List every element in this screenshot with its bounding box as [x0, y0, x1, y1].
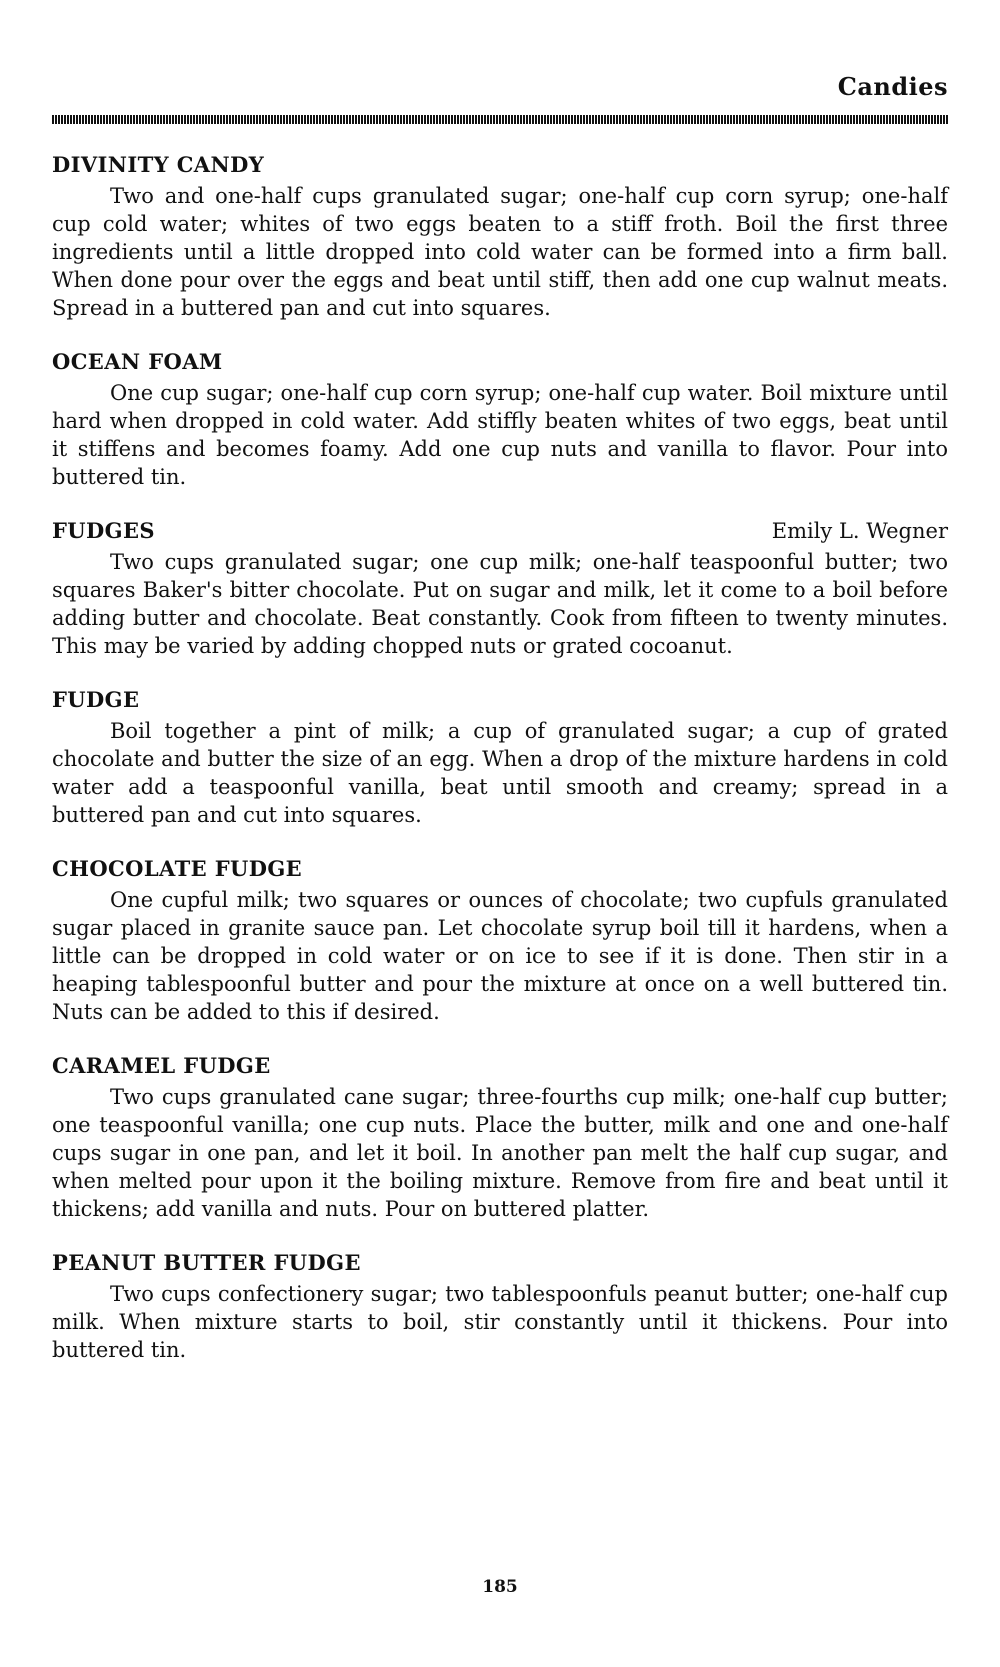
recipe-title: FUDGE [52, 687, 140, 712]
recipe-title-row [52, 349, 948, 379]
page-header [52, 72, 948, 102]
recipe-title: CHOCOLATE FUDGE [52, 856, 303, 881]
recipe-title: DIVINITY CANDY [52, 152, 265, 177]
recipe-caramel-fudge [52, 1053, 948, 1223]
recipe-fudges [52, 518, 948, 660]
recipe-divinity-candy [52, 152, 948, 322]
recipe-list [52, 152, 948, 1391]
recipe-author: Emily L. Wegner [771, 519, 948, 543]
recipe-fudge [52, 687, 948, 829]
recipe-body: Boil together a pint of milk; a cup of granulated sugar; a cup of grated chocolate and butter the size of an egg. When a drop of the mixture hardens in cold water add a teaspoonful vanilla, beat until smooth and creamy; spread in a buttered pan and cut into squares. [52, 719, 948, 827]
recipe-body: One cupful milk; two squares or ounces of chocolate; two cupfuls granulated sugar placed in granite sauce pan. Let chocolate syrup boil till it hardens, when a little can be dropped in cold water or on ice to see if it is done. Then stir in a heaping tablespoonful butter and pour the mixture at once on a well buttered tin. Nuts can be added to this if desired. [52, 888, 948, 1024]
recipe-title: PEANUT BUTTER FUDGE [52, 1250, 361, 1275]
recipe-title-row [52, 856, 948, 886]
recipe-title: FUDGES [52, 518, 155, 543]
recipe-title-row [52, 1250, 948, 1280]
page-number: 185 [482, 1577, 518, 1597]
recipe-ocean-foam [52, 349, 948, 491]
recipe-title-row [52, 687, 948, 717]
recipe-peanut-butter-fudge [52, 1250, 948, 1364]
recipe-title-row [52, 518, 948, 548]
header-rule [52, 115, 948, 124]
recipe-title: OCEAN FOAM [52, 349, 223, 374]
recipe-chocolate-fudge [52, 856, 948, 1026]
recipe-title-row [52, 152, 948, 182]
recipe-body: Two cups confectionery sugar; two tablespoonfuls peanut butter; one-half cup milk. When mixture starts to boil, stir constantly until it thickens. Pour into buttered tin. [52, 1282, 948, 1362]
recipe-body: One cup sugar; one-half cup corn syrup; one-half cup water. Boil mixture until hard when dropped in cold water. Add stiffly beaten whites of two eggs, beat until it stiffens and becomes foamy. Add one cup nuts and vanilla to flavor. Pour into buttered tin. [52, 381, 948, 489]
section-title: Candies [837, 72, 948, 101]
recipe-title: CARAMEL FUDGE [52, 1053, 271, 1078]
recipe-body: Two cups granulated sugar; one cup milk; one-half teaspoonful butter; two squares Baker's bitter chocolate. Put on sugar and milk, let it come to a boil before adding butter and chocolate. Beat constantly. Cook from fifteen to twenty minutes. This may be varied by adding chopped nuts or grated cocoanut. [52, 550, 948, 658]
recipe-body: Two and one-half cups granulated sugar; one-half cup corn syrup; one-half cup cold water; whites of two eggs beaten to a stiff froth. Boil the first three ingredients until a little dropped into cold water can be formed into a firm ball. When done pour over the eggs and beat until stiff, then add one cup walnut meats. Spread in a buttered pan and cut into squares. [52, 184, 948, 320]
recipe-title-row [52, 1053, 948, 1083]
recipe-body: Two cups granulated cane sugar; three-fourths cup milk; one-half cup butter; one teaspoonful vanilla; one cup nuts. Place the butter, milk and one and one-half cups sugar in one pan, and let it boil. In another pan melt the half cup sugar, and when melted pour upon it the boiling mixture. Remove from fire and beat until it thickens; add vanilla and nuts. Pour on buttered platter. [52, 1085, 948, 1221]
